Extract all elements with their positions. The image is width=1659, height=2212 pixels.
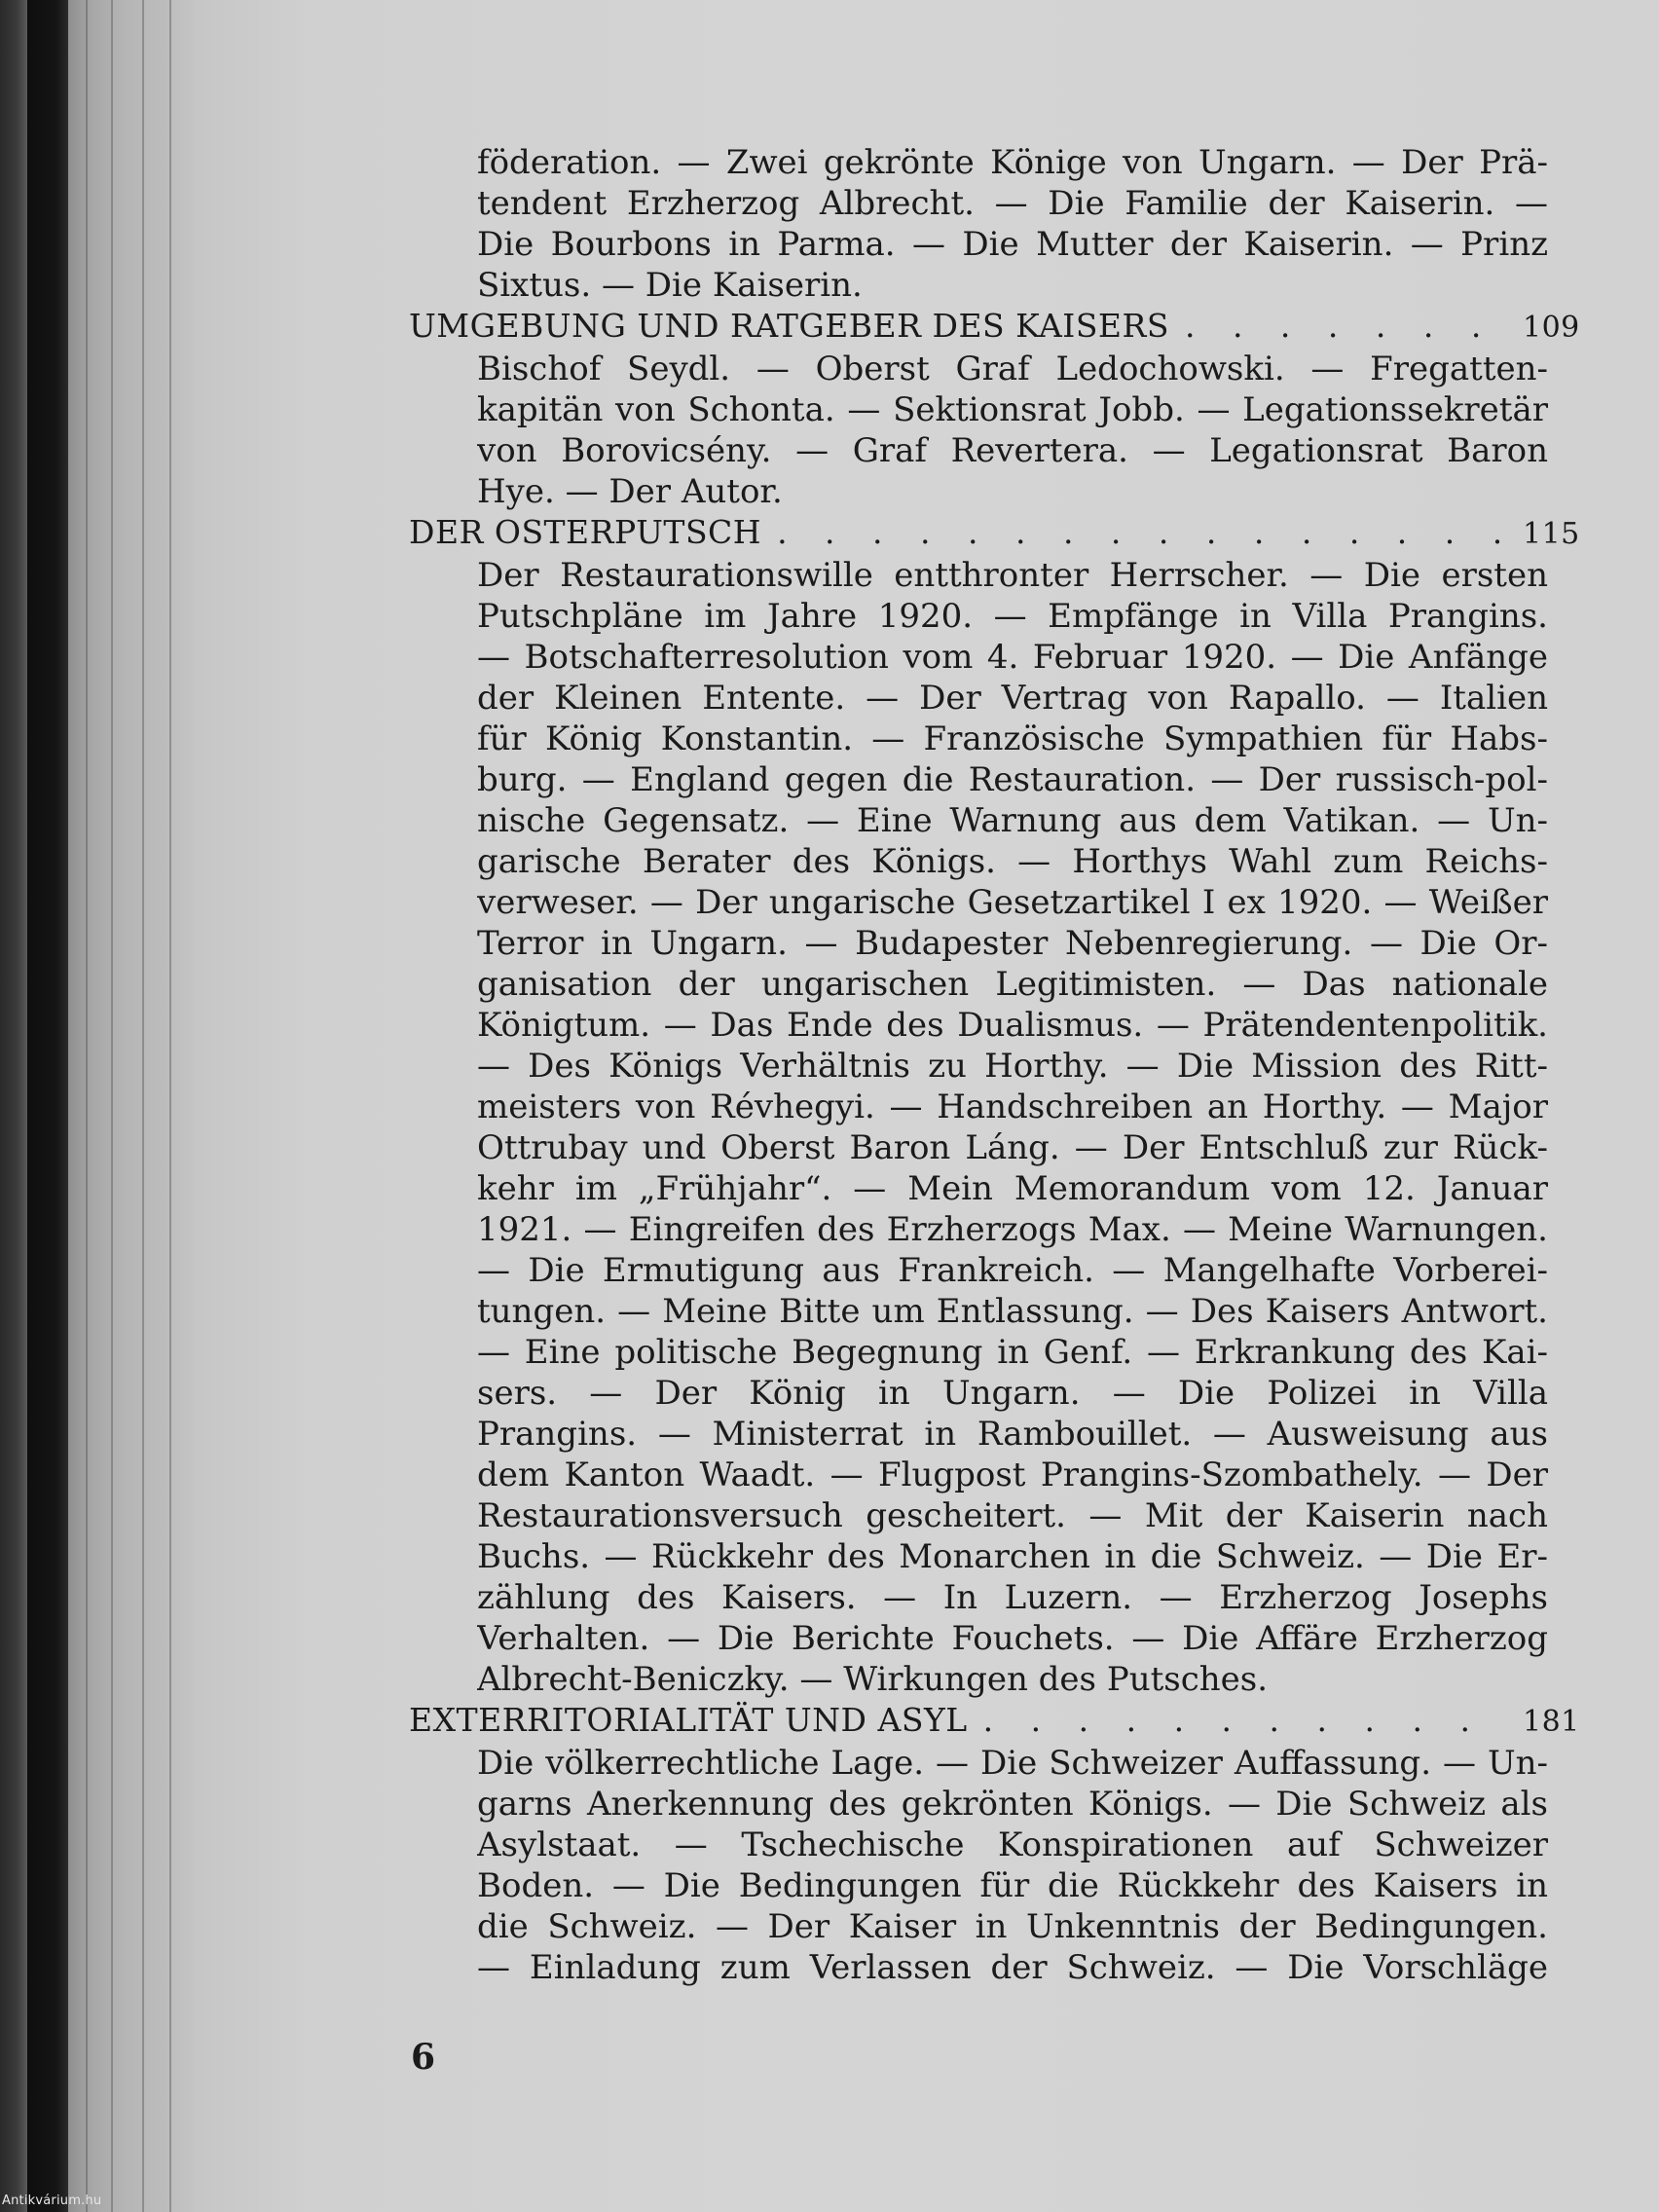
text-line: Prangins. — Ministerrat in Rambouillet. — Ausweisung aus: [477, 1415, 1548, 1454]
dot-leader: [1169, 306, 1499, 347]
toc-entry-exterritorialitaet: [409, 1700, 1580, 1743]
text-line: die Schweiz. — Der Kaiser in Unkenntnis der Bedingungen.: [477, 1907, 1548, 1946]
text-line: Verhalten. — Die Berichte Fouchets. — Die Affäre Erzherzog: [477, 1619, 1548, 1658]
text-line: — Einladung zum Verlassen der Schweiz. — Die Vorschläge: [477, 1948, 1548, 1987]
text-line: zählung des Kaisers. — In Luzern. — Erzherzog Josephs: [477, 1578, 1548, 1617]
watermark: Antikvárium.hu: [2, 2194, 102, 2208]
text-line: 1921. — Eingreifen des Erzherzogs Max. — Meine Warnungen.: [477, 1210, 1548, 1249]
text-line: verweser. — Der ungarische Gesetzartikel I ex 1920. — Weißer: [477, 883, 1548, 922]
dot-leader: [761, 512, 1499, 553]
text-line: für König Konstantin. — Französische Sympathien für Habs-: [477, 719, 1548, 758]
text-line: — Botschafterresolution vom 4. Februar 1920. — Die Anfänge: [477, 638, 1548, 677]
text-line: föderation. — Zwei gekrönte Könige von Ungarn. — Der Prä-: [477, 143, 1548, 182]
text-line: kehr im „Frühjahr“. — Mein Memorandum vom 12. Januar: [477, 1169, 1548, 1208]
text-line: garns Anerkennung des gekrönten Königs. — Die Schweiz als: [477, 1785, 1548, 1824]
toc-entry-page: 115: [1523, 517, 1580, 551]
text-line: Albrecht-Beniczky. — Wirkungen des Putsches.: [477, 1660, 1269, 1699]
text-line: nische Gegensatz. — Eine Warnung aus dem Vatikan. — Un-: [477, 801, 1548, 840]
text-line: Ottrubay und Oberst Baron Láng. — Der Entschluß zur Rück-: [477, 1128, 1548, 1167]
toc-entry-title: UMGEBUNG UND RATGEBER DES KAISERS: [409, 307, 1169, 345]
table-of-contents: [409, 142, 1580, 1988]
text-line: von Borovicsény. — Graf Revertera. — Legationsrat Baron: [477, 431, 1548, 470]
text-line: meisters von Révhegyi. — Handschreiben an Horthy. — Major: [477, 1088, 1548, 1126]
text-line: Die Bourbons in Parma. — Die Mutter der Kaiserin. — Prinz: [477, 225, 1548, 264]
page-edge-stack: [68, 0, 195, 2212]
text-line: Sixtus. — Die Kaiserin.: [477, 266, 863, 305]
text-line: dem Kanton Waadt. — Flugpost Prangins-Szombathely. — Der: [477, 1456, 1548, 1494]
text-line: garische Berater des Königs. — Horthys Wahl zum Reichs-: [477, 842, 1548, 881]
toc-entry-osterputsch: [409, 512, 1580, 555]
text-line: sers. — Der König in Ungarn. — Die Polizei in Villa: [477, 1374, 1548, 1413]
text-line: Königtum. — Das Ende des Dualismus. — Prätendentenpolitik.: [477, 1006, 1548, 1045]
text-line: — Des Königs Verhältnis zu Horthy. — Die Mission des Ritt-: [477, 1047, 1548, 1086]
toc-entry-page: 181: [1523, 1705, 1580, 1739]
toc-entry-description: [477, 349, 1548, 512]
text-line: ganisation der ungarischen Legitimisten. — Das nationale: [477, 965, 1548, 1004]
text-line: Buchs. — Rückkehr des Monarchen in die Schweiz. — Die Er-: [477, 1537, 1548, 1576]
text-line: — Die Ermutigung aus Frankreich. — Mangelhafte Vorberei-: [477, 1251, 1548, 1290]
text-line: Der Restaurationswille entthronter Herrscher. — Die ersten: [477, 556, 1548, 595]
text-line: Terror in Ungarn. — Budapester Nebenregierung. — Die Or-: [477, 924, 1548, 963]
toc-entry-description: [477, 1743, 1548, 1988]
text-line: Die völkerrechtliche Lage. — Die Schweizer Auffassung. — Un-: [477, 1744, 1548, 1783]
text-line: — Eine politische Begegnung in Genf. — Erkrankung des Kai-: [477, 1333, 1548, 1372]
toc-entry-umgebung: [409, 306, 1580, 349]
text-line: Bischof Seydl. — Oberst Graf Ledochowski. — Fregatten-: [477, 350, 1548, 388]
toc-entry-title: DER OSTERPUTSCH: [409, 513, 762, 551]
book-spine-shadow: [0, 0, 27, 2212]
toc-entry-description: [477, 555, 1548, 1700]
intro-description: [477, 142, 1548, 306]
dot-leader: [968, 1700, 1499, 1741]
text-line: tungen. — Meine Bitte um Entlassung. — Des Kaisers Antwort.: [477, 1292, 1548, 1331]
toc-entry-page: 109: [1523, 311, 1580, 345]
toc-entry-title: EXTERRITORIALITÄT UND ASYL: [409, 1701, 968, 1739]
page-number: 6: [411, 2037, 436, 2078]
text-line: der Kleinen Entente. — Der Vertrag von Rapallo. — Italien: [477, 679, 1548, 718]
text-line: tendent Erzherzog Albrecht. — Die Familie der Kaiserin. —: [477, 184, 1548, 223]
text-line: burg. — England gegen die Restauration. — Der russisch-pol-: [477, 760, 1548, 799]
text-line: Restaurationsversuch gescheitert. — Mit der Kaiserin nach: [477, 1496, 1548, 1535]
book-spine-edge: [27, 0, 68, 2212]
text-line: Hye. — Der Autor.: [477, 472, 783, 511]
text-line: kapitän von Schonta. — Sektionsrat Jobb. — Legationssekretär: [477, 390, 1548, 429]
text-line: Putschpläne im Jahre 1920. — Empfänge in Villa Prangins.: [477, 597, 1548, 636]
text-line: Boden. — Die Bedingungen für die Rückkehr des Kaisers in: [477, 1866, 1548, 1905]
text-line: Asylstaat. — Tschechische Konspirationen auf Schweizer: [477, 1825, 1548, 1864]
